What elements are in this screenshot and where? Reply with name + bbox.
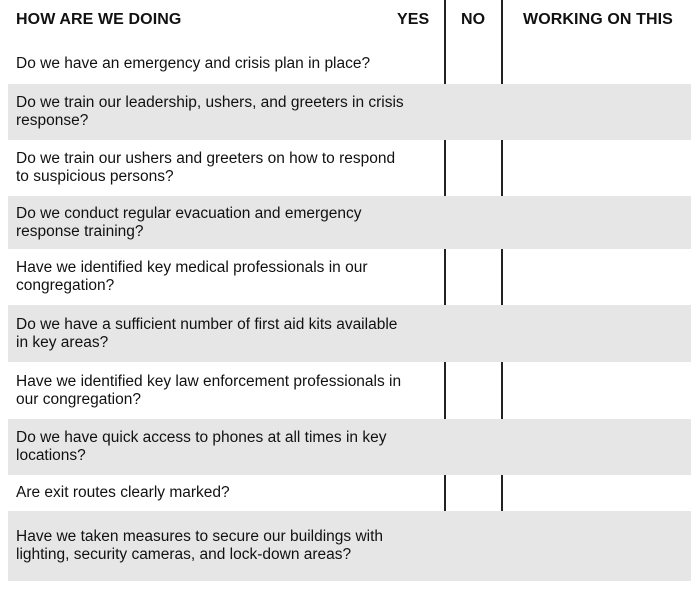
table-row	[8, 44, 691, 84]
question-text: Have we identified key medical professionals in our congregation?	[16, 259, 368, 294]
table-row	[8, 249, 691, 305]
question-text: Do we have an emergency and crisis plan in place?	[16, 55, 371, 72]
table-row	[8, 511, 691, 581]
table-body	[8, 44, 691, 581]
checklist-table	[8, 0, 691, 581]
question-text: Have we identified key law enforcement professionals in our congregation?	[16, 372, 402, 408]
question-text: Do we train our leadership, ushers, and greeters in crisis response?	[16, 94, 404, 129]
table-row	[8, 305, 691, 362]
question-text: Are exit routes clearly marked?	[16, 484, 230, 501]
table-header	[8, 0, 691, 44]
question-text: Do we conduct regular evacuation and emergency response training?	[16, 204, 362, 240]
table-row	[8, 196, 691, 249]
table-row	[8, 419, 691, 475]
table-row	[8, 475, 691, 511]
header-question: HOW ARE WE DOING	[16, 11, 182, 28]
header-no: NO	[461, 11, 486, 28]
table-row	[8, 140, 691, 196]
question-text: Have we taken measures to secure our buildings with lighting, security cameras, and lock-down areas?	[16, 528, 384, 563]
header-working-on-this: WORKING ON THIS	[523, 11, 673, 28]
header-yes: YES	[397, 11, 430, 28]
question-text: Do we train our ushers and greeters on how to respond to suspicious persons?	[16, 150, 396, 185]
table-row	[8, 362, 691, 419]
table-row	[8, 84, 691, 140]
question-text: Do we have quick access to phones at all times in key locations?	[16, 429, 387, 464]
question-text: Do we have a sufficient number of first aid kits available in key areas?	[16, 315, 398, 351]
